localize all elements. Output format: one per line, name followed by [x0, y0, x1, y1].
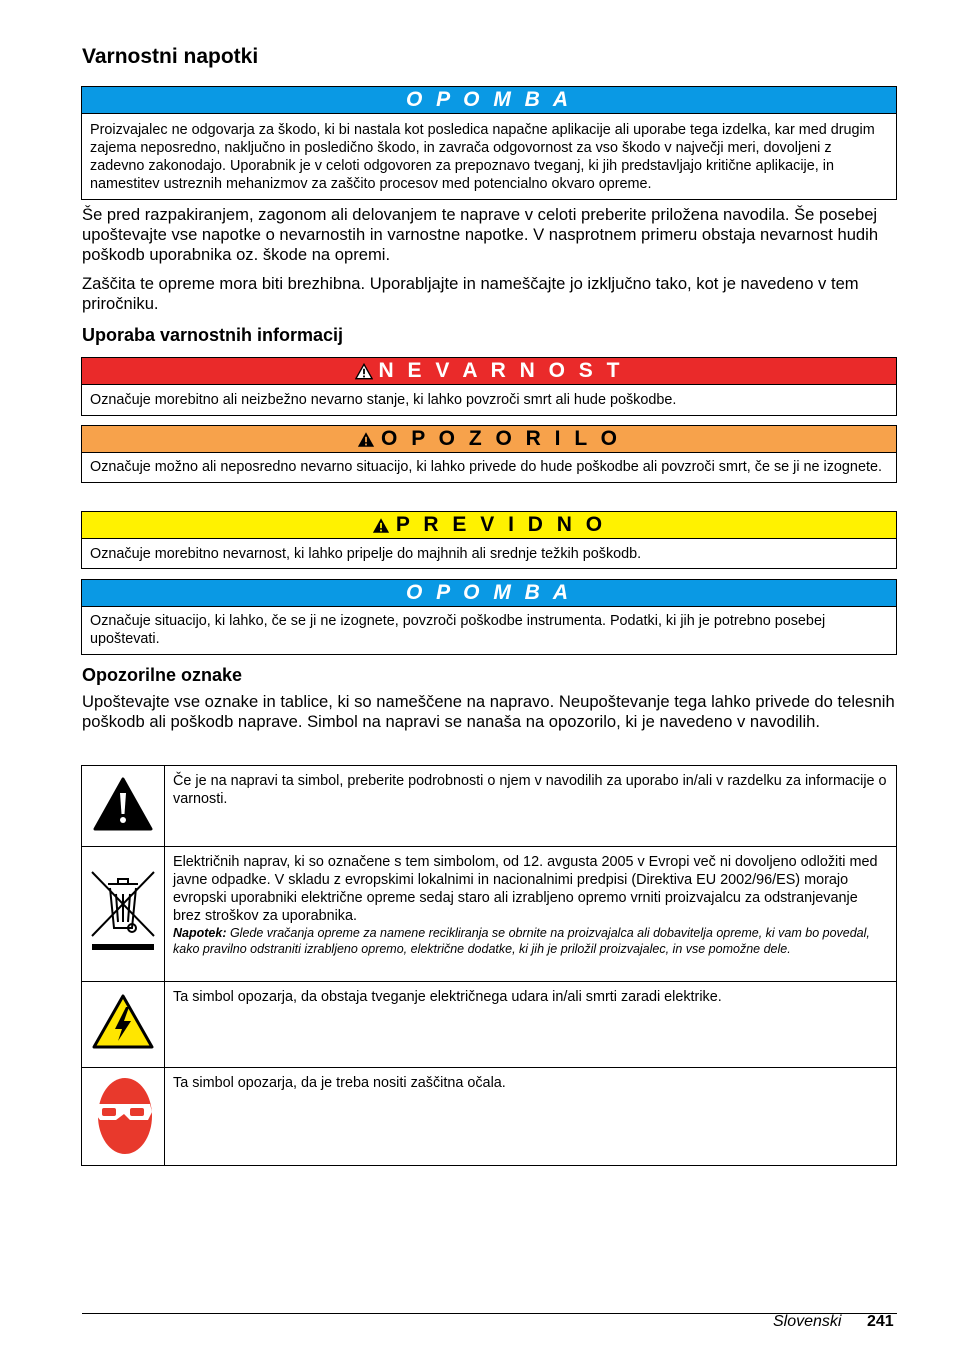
warning-box — [81, 425, 897, 483]
danger-label: N E V A R N O S T — [378, 359, 624, 382]
notice-header-2: O P O M B A — [82, 580, 896, 607]
general-warning-icon — [93, 777, 153, 831]
footer-language: Slovenski — [773, 1313, 842, 1330]
caution-header — [82, 512, 896, 539]
notice-header: O P O M B A — [82, 87, 896, 114]
table-row — [82, 982, 897, 1068]
danger-header — [82, 358, 896, 385]
notice-box-2 — [81, 579, 897, 655]
warning-header — [82, 426, 896, 453]
symbol-description: Električnih naprav, ki so označene s tem simbolom, od 12. avgusta 2005 v Evropi več ni dovoljeno odložiti med javne odpadke. V skladu z evropskimi lokalnimi in nacionalnimi predpisi (Direktiva EU 2002/96/ES) morajo evropski uporabniki električne opreme sedaj staro ali izrabljeno opremo vrniti proizvajalcu za odstranjevanje brez stroškov za uporabnika. — [173, 854, 878, 924]
table-row — [82, 847, 897, 982]
section-heading-warning-labels: Opozorilne oznake — [82, 665, 243, 685]
electric-shock-icon — [91, 993, 155, 1051]
symbol-note — [173, 925, 888, 957]
warning-triangle-icon — [357, 431, 375, 448]
notice-box — [81, 86, 897, 200]
section-heading-safety-info: Uporaba varnostnih informacij — [82, 325, 344, 345]
caution-label: P R E V I D N O — [395, 513, 607, 536]
warning-triangle-icon — [372, 517, 390, 534]
caution-text: Označuje morebitno nevarnost, ki lahko pripelje do majhnih ali srednje težkih poškodb. — [90, 546, 642, 562]
page-title: Varnostni napotki — [82, 45, 259, 68]
intro-paragraph: Še pred razpakiranjem, zagonom ali delovanjem te naprave v celoti preberite priložena navodila. Še posebej upoštevajte vse napotke o nevarnostih in varnostne napotke. V nasprotnem primeru obstaja nevarnost hudih poškodb uporabnika oz. škode na opremi. — [82, 205, 879, 264]
danger-text: Označuje morebitno ali neizbežno nevarno stanje, ki lahko povzroči smrt ali hude poškodbe. — [90, 392, 677, 408]
note-label: Napotek: — [173, 926, 227, 940]
symbol-description: Če je na napravi ta simbol, preberite podrobnosti o njem v navodilih za uporabo in/ali v razdelku za informacije o varnosti. — [165, 766, 897, 847]
danger-box — [81, 357, 897, 416]
symbols-table — [81, 765, 897, 1166]
warning-text: Označuje možno ali neposredno nevarno situacijo, ki lahko privede do hude poškodbe ali povzroči smrt, če se ji ne izognete. — [90, 459, 882, 475]
safety-glasses-icon — [90, 1072, 156, 1156]
labels-paragraph: Upoštevajte vse oznake in tablice, ki so nameščene na napravo. Neupoštevanje tega lahko privede do telesnih poškodb ali poškodb naprave. Simbol na napravi se nanaša na opozorilo, ki je navedeno v navodilih. — [82, 692, 895, 731]
table-row — [82, 1068, 897, 1166]
notice-text: Proizvajalec ne odgovarja za škodo, ki bi nastala kot posledica napačne aplikacije ali uporabe tega izdelka, kar med drugim zajema neposredno, naključno in posledično škodo, in zavrača odgovornost za vso škodo v največji meri, dovoljeni z zadevno zakonodajo. Uporabnik je v celoti odgovoren za prepoznavo tveganj, ki jih predstavljajo kritične aplikacije, in namestitev ustreznih mehanizmov za zaščito procesov med potencialno okvaro opreme. — [90, 122, 875, 192]
note-text: Glede vračanja opreme za namene recikliranja se obrnite na proizvajalca ali dobavitelja opreme, ki vam bo povedal, kako pravilno odstraniti izrabljeno opremo, električne dodatke, ki jih je priložil proizvajalec, in vse pomožne dele. — [173, 926, 870, 956]
symbol-description: Ta simbol opozarja, da je treba nositi zaščitna očala. — [165, 1068, 897, 1166]
caution-box — [81, 511, 897, 569]
table-row — [82, 766, 897, 847]
notice-text-2: Označuje situacijo, ki lahko, če se ji ne izognete, povzroči poškodbe instrumenta. Podatki, ki jih je potrebno posebej upoštevati. — [90, 613, 826, 647]
warning-label: O P O Z O R I L O — [381, 427, 621, 450]
weee-crossed-bin-icon — [90, 870, 156, 954]
symbol-description: Ta simbol opozarja, da obstaja tveganje električnega udara in/ali smrti zaradi elektrike. — [165, 982, 897, 1068]
protection-paragraph: Zaščita te opreme mora biti brezhibna. Uporabljajte in nameščajte jo izključno tako, kot je navedeno v tem priročniku. — [82, 274, 859, 313]
warning-triangle-icon — [355, 363, 373, 380]
page-number: 241 — [867, 1313, 894, 1330]
